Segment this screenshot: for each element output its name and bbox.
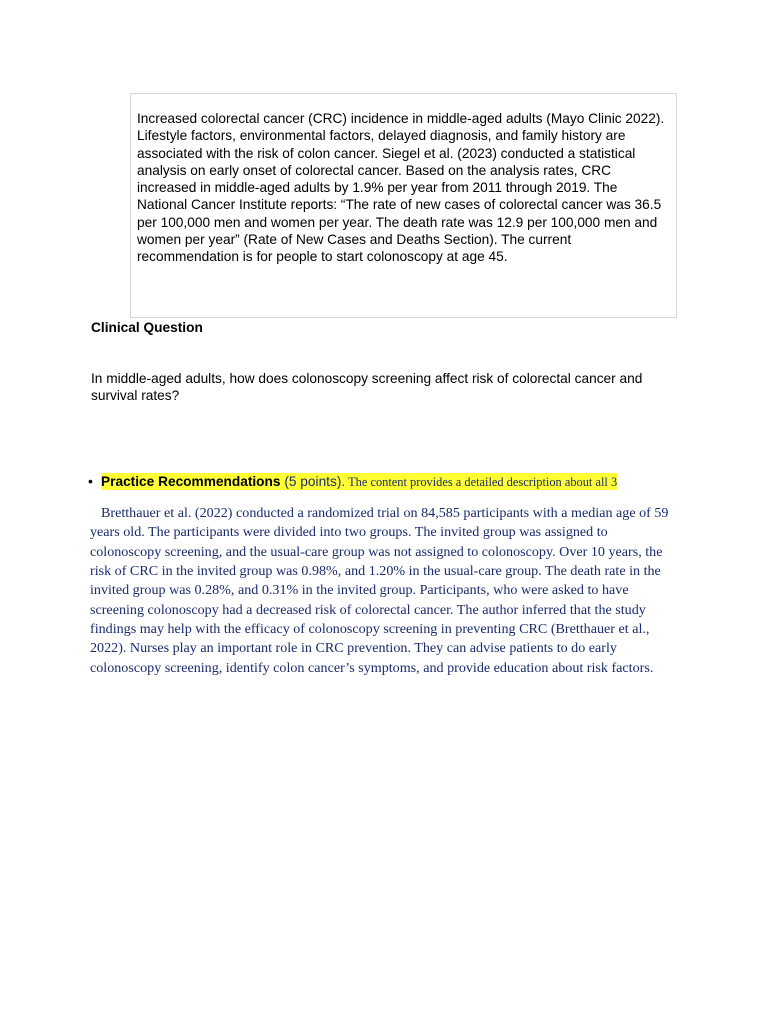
bullet-icon: • [88,473,93,489]
points-label: (5 points). [280,474,346,489]
practice-recommendations-line [88,472,617,491]
clinical-question-heading: Clinical Question [91,320,203,335]
grading-note: The content provides a detailed description about all 3 [345,475,618,489]
practice-recommendations-title: Practice Recommendations [101,474,281,489]
practice-recommendations-body: Bretthauer et al. (2022) conducted a randomized trial on 84,585 participants with a median age of 59 years old. The participants were divided into two groups. The invited group was assigned to colonoscopy screening, and the usual-care group was not assigned to colonoscopy. Over 10 years, the risk of CRC in the invited group was 0.98%, and 1.20% in the usual-care group. The death rate in the invited group was 0.28%, and 0.31% in the invited group. Participants, who were asked to have screening colonoscopy had a decreased risk of colorectal cancer. The author inferred that the study findings may help with the efficacy of colonoscopy screening in preventing CRC (Bretthauer et al., 2022). Nurses play an important role in CRC prevention. They can advise patients to do early colonoscopy screening, identify colon cancer’s symptoms, and provide education about risk factors. [90,505,669,676]
intro-paragraph: Increased colorectal cancer (CRC) incidence in middle-aged adults (Mayo Clinic 2022). Lifestyle factors, environmental factors, delayed diagnosis, and family history are associated with the risk of colon cancer. Siegel et al. (2023) conducted a statistical analysis on early onset of colorectal cancer. Based on the analysis rates, CRC increased in middle-aged adults by 1.9% per year from 2011 through 2019. The National Cancer Institute reports: “The rate of new cases of colorectal cancer was 36.5 per 100,000 men and women per year. The death rate was 12.9 per 100,000 men and women per year” (Rate of New Cases and Deaths Section). The current recommendation is for people to start colonoscopy at age 45. [137,111,665,265]
clinical-question-text: In middle-aged adults, how does colonoscopy screening affect risk of colorectal cancer and survival rates? [91,371,643,403]
intro-text-box [130,93,677,318]
highlighted-heading [101,473,617,490]
